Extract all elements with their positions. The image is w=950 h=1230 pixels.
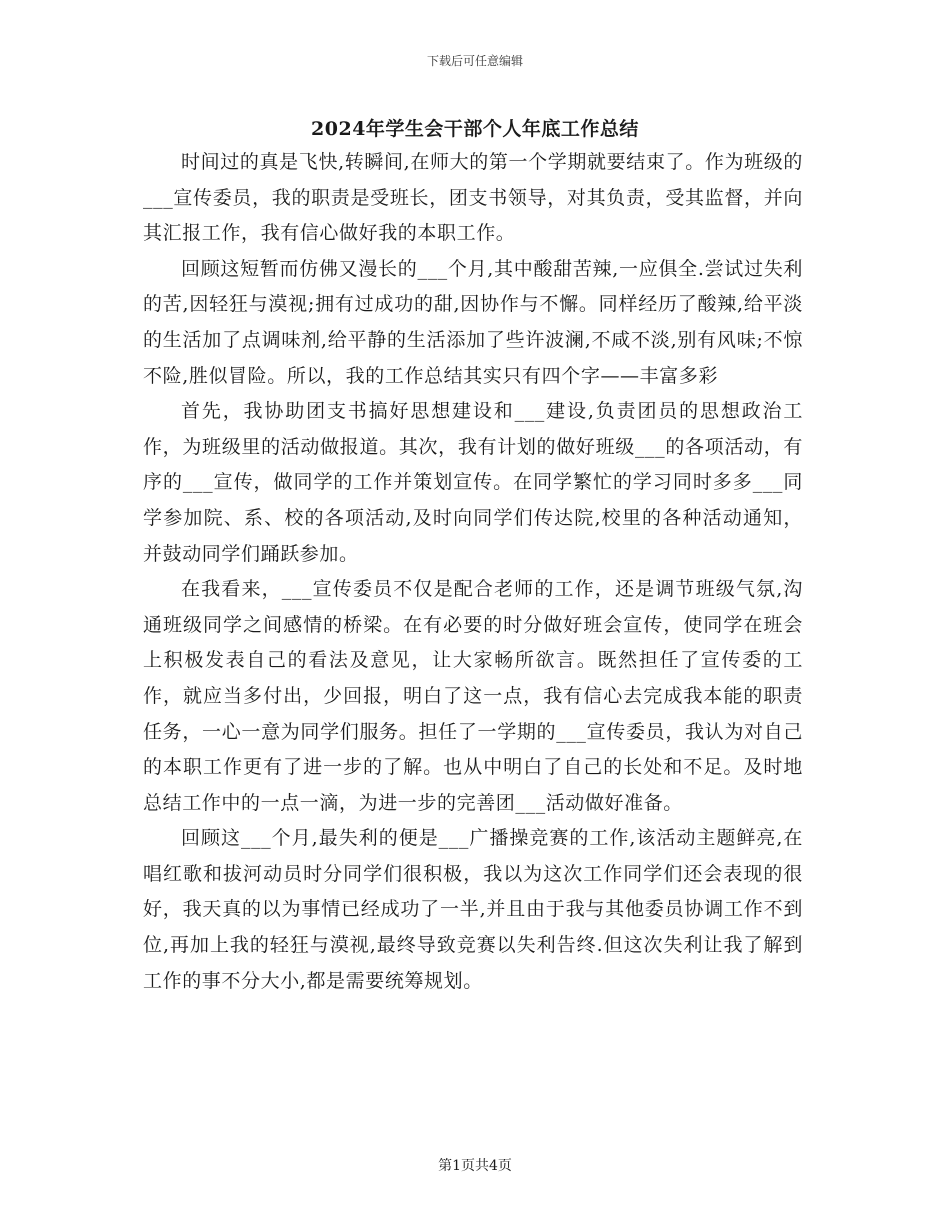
- document-body: [143, 145, 803, 999]
- document-title: 2024年学生会干部个人年底工作总结: [311, 118, 639, 140]
- page-header-note: 下载后可任意编辑: [426, 54, 523, 68]
- paragraph-1: 时间过的真是飞快,转瞬间,在师大的第一个学期就要结束了。作为班级的___宣传委员，我的职责是受班长，团支书领导，对其负责，受其监督，并向其汇报工作，我有信心做好我的本职工作。: [143, 151, 803, 245]
- paragraph-5: 回顾这___个月,最失利的便是___广播操竞赛的工作,该活动主题鲜亮,在唱红歌和拔河动员时分同学们很积极，我以为这次工作同学们还会表现的很好，我天真的以为事情已经成功了一半,并且由于我与其他委员协调工作不到位,再加上我的轻狂与漠视,最终导致竞赛以失利告终.但这次失利让我了解到工作的事不分大小,都是需要统筹规划。: [143, 827, 803, 992]
- paragraph-4: 在我看来，___宣传委员不仅是配合老师的工作，还是调节班级气氛,沟通班级同学之间感情的桥梁。在有必要的时分做好班会宣传，使同学在班会上积极发表自己的看法及意见，让大家畅所欲言。既然担任了宣传委的工作，就应当多付出，少回报，明白了这一点，我有信心去完成我本能的职责任务，一心一意为同学们服务。担任了一学期的___宣传委员，我认为对自己的本职工作更有了进一步的了解。也从中明白了自己的长处和不足。及时地总结工作中的一点一滴，为进一步的完善团___活动做好准备。: [143, 578, 803, 814]
- paragraph-2: 回顾这短暂而仿佛又漫长的___个月,其中酸甜苦辣,一应俱全.尝试过失利的苦,因轻狂与漠视;拥有过成功的甜,因协作与不懈。同样经历了酸辣,给平淡的生活加了点调味剂,给平静的生活添加了些许波澜,不咸不淡,别有风味;不惊不险,胜似冒险。所以，我的工作总结其实只有四个字——丰富多彩: [143, 257, 803, 387]
- page-number: 第1页共4页: [438, 1158, 512, 1174]
- paragraph-3: 首先，我协助团支书搞好思想建设和___建设,负责团员的思想政治工作，为班级里的活动做报道。其次，我有计划的做好班级___的各项活动，有序的___宣传，做同学的工作并策划宣传。在同学繁忙的学习同时多多___同学参加院、系、校的各项活动,及时向同学们传达院,校里的各种活动通知，并鼓动同学们踊跃参加。: [143, 400, 803, 565]
